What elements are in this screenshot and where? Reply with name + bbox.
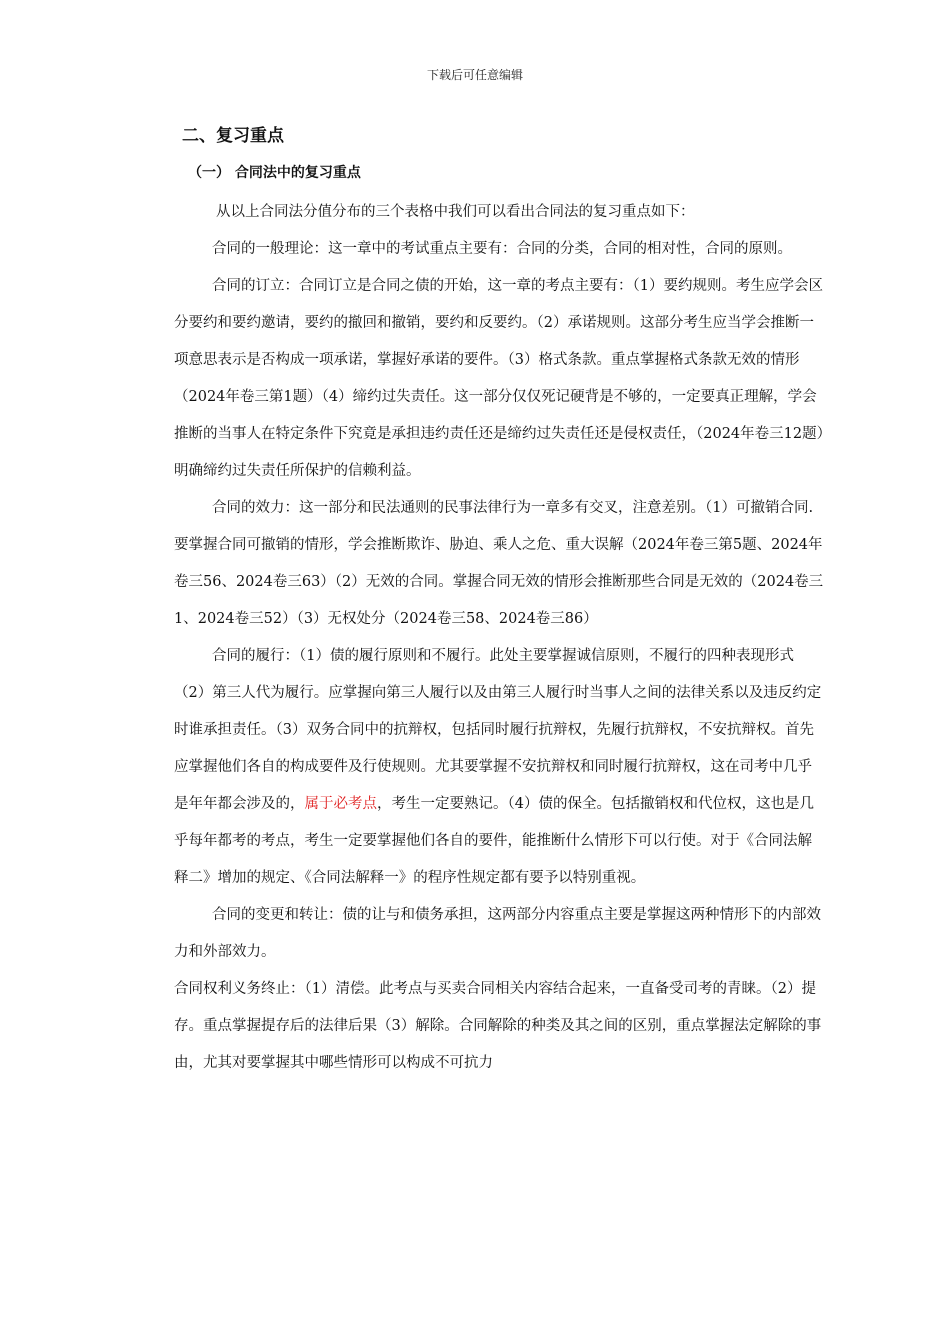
section-title: 二、复习重点 [182,126,284,146]
document-body [174,122,824,1082]
paragraph-general-theory: 合同的一般理论：这一章中的考试重点主要有：合同的分类，合同的相对性，合同的原则。 [212,241,792,257]
paragraph-performance-part-a: 合同的履行：（1）债的履行原则和不履行。此处主要掌握诚信原则，不履行的四种表现形式（2）第三人代为履行。应掌握向第三人履行以及由第三人履行时当事人之间的法律关系以及违反约定时谁承担责任。（3）双务合同中的抗辩权，包括同时履行抗辩权，先履行抗辩权，不安抗辩权。首先应掌握他们各自的构成要件及行使规则。尤其要掌握不安抗辩权和同时履行抗辩权，这在司考中几乎是年年都会涉及的， [174,648,822,812]
paragraph-intro: 从以上合同法分值分布的三个表格中我们可以看出合同法的复习重点如下： [216,204,695,220]
paragraph-validity: 合同的效力：这一部分和民法通则的民事法律行为一章多有交叉，注意差别。（1）可撤销合同.要掌握合同可撤销的情形，学会推断欺诈、胁迫、乘人之危、重大误解（2024年卷三第5题、2024年卷三56、2024卷三63）（2）无效的合同。掌握合同无效的情形会推断那些合同是无效的（2024卷三1、2024卷三52）（3）无权处分（2024卷三58、2024卷三86） [174,500,824,627]
paragraph-modification: 合同的变更和转让：债的让与和债务承担，这两部分内容重点主要是掌握这两种情形下的内部效力和外部效力。 [174,907,821,960]
paragraph-formation: 合同的订立：合同订立是合同之债的开始，这一章的考点主要有：（1）要约规则。考生应学会区分要约和要约邀请，要约的撤回和撤销，要约和反要约。（2）承诺规则。这部分考生应当学会推断一项意思表示是否构成一项承诺，掌握好承诺的要件。（3）格式条款。重点掌握格式条款无效的情形（2024年卷三第1题）（4）缔约过失责任。这一部分仅仅死记硬背是不够的，一定要真正理解，学会推断的当事人在特定条件下究竟是承担违约责任还是缔约过失责任还是侵权责任，（2024年卷三12题）明确缔约过失责任所保护的信赖利益。 [174,278,824,479]
paragraph-performance [174,638,824,897]
subsection-title: （一） 合同法中的复习重点 [188,165,361,181]
header-note: 下载后可任意编辑 [426,68,523,82]
paragraph-termination: 合同权利义务终止：（1）清偿。此考点与买卖合同相关内容结合起来，一直备受司考的青睐。（2）提存。重点掌握提存后的法律后果（3）解除。合同解除的种类及其之间的区别，重点掌握法定解除的事由，尤其对要掌握其中哪些情形可以构成不可抗力 [174,981,822,1071]
paragraph-performance-part-b: ，考生一定要熟记。（4）债的保全。包括撤销权和代位权，这也是几乎每年都考的考点，考生一定要掌握他们各自的要件，能推断什么情形下可以行使。对于《合同法解释二》增加的规定、《合同法解释一》的程序性规定都有要予以特别重视。 [174,796,814,886]
highlight-must-test: 属于必考点 [304,796,377,812]
